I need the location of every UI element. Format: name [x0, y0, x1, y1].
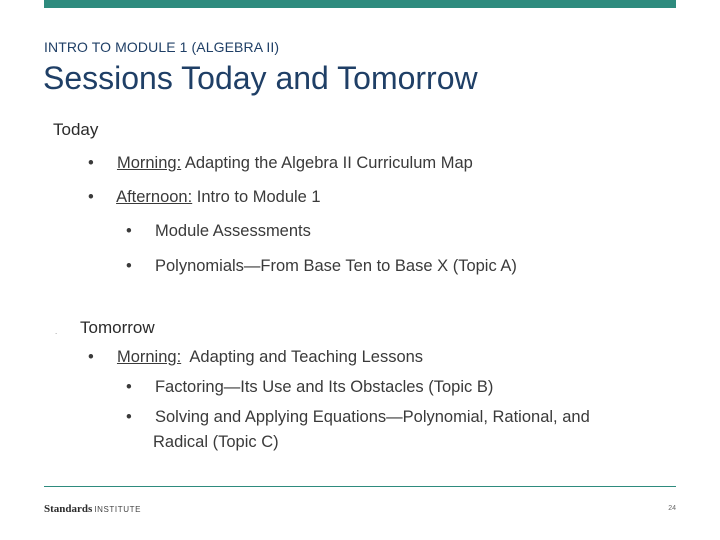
bullet-icon: • [126, 408, 132, 426]
logo-light-text: INSTITUTE [94, 505, 142, 514]
tomorrow-morning-item [88, 348, 423, 367]
standards-institute-logo [44, 503, 141, 515]
today-afternoon-item [88, 188, 321, 207]
top-accent-bar [44, 0, 676, 8]
tomorrow-subitem [126, 378, 493, 397]
slide-kicker: INTRO TO MODULE 1 (ALGEBRA II) [44, 39, 280, 55]
today-subitem [126, 257, 517, 276]
tomorrow-heading: Tomorrow [80, 318, 155, 337]
tomorrow-subitem-text: Solving and Applying Equations—Polynomial, Rational, and [154, 408, 590, 426]
today-afternoon-text: Intro to Module 1 [192, 188, 321, 206]
logo-strong-text: Standards [44, 503, 93, 515]
bullet-icon: • [88, 154, 94, 172]
tomorrow-morning-label: Morning: [116, 348, 182, 366]
today-subitem-text: Polynomials—From Base Ten to Base X (Topic A) [154, 257, 517, 275]
today-heading: Today [53, 120, 99, 139]
tomorrow-marker: . [55, 327, 58, 336]
page-number: 24 [668, 505, 676, 512]
bullet-icon: • [126, 257, 132, 275]
tomorrow-subitem [126, 408, 590, 427]
today-subitem [126, 222, 311, 241]
bullet-icon: • [88, 348, 94, 366]
today-morning-label: Morning: [116, 154, 182, 172]
bullet-icon: • [88, 188, 94, 206]
today-subitem-text: Module Assessments [154, 222, 311, 240]
tomorrow-morning-text: Adapting and Teaching Lessons [181, 348, 424, 366]
bullet-icon: • [126, 378, 132, 396]
today-morning-text: Adapting the Algebra II Curriculum Map [181, 154, 473, 172]
slide-title: Sessions Today and Tomorrow [43, 60, 478, 96]
footer-rule [44, 486, 676, 487]
today-morning-item [88, 154, 473, 173]
today-afternoon-label: Afternoon: [116, 188, 193, 206]
tomorrow-subitem-text: Factoring—Its Use and Its Obstacles (Topic B) [154, 378, 494, 396]
tomorrow-subitem-continuation: Radical (Topic C) [153, 433, 279, 451]
bullet-icon: • [126, 222, 132, 240]
